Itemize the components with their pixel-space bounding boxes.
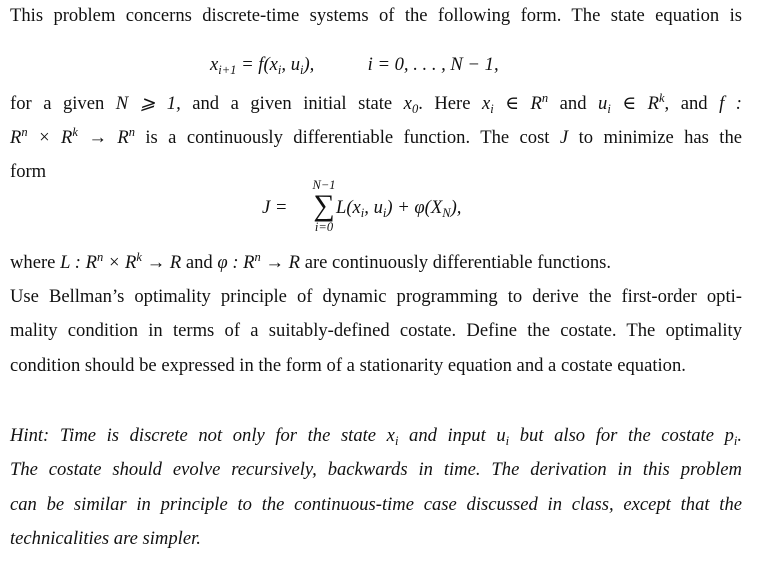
input-space: ∈ R (622, 93, 659, 114)
state-eq-rhs-end: ), (303, 54, 315, 75)
given-text-k: , and (664, 93, 708, 114)
hint-line-1 (10, 425, 742, 447)
hint-state-symbol: x (386, 425, 395, 446)
l-times: × R (103, 252, 137, 273)
where-line (10, 252, 742, 274)
state-eq-rhs-sub1: i (277, 63, 282, 77)
form-word-line (10, 161, 742, 183)
cost-eq-rhs (336, 197, 461, 219)
codomain-r: → R (77, 127, 129, 148)
hint-line-2 (10, 459, 742, 481)
l-function: L : R (60, 252, 97, 273)
state-space-sup: n (541, 91, 549, 105)
input-space-sup: k (658, 91, 665, 105)
task-line-1 (10, 286, 742, 308)
intro-text (10, 5, 742, 27)
intro-sentence: This problem concerns discrete-time systems of the following form. The state equation is (10, 5, 742, 26)
state-sub: i (490, 102, 494, 116)
phi-function-sup: n (254, 250, 261, 264)
state-symbol: x (482, 93, 491, 114)
hint-input-sub: i (505, 434, 510, 448)
l-times-sup: k (136, 250, 142, 264)
cost-term1: L(x (336, 197, 361, 218)
cost-term1-end: ) + φ(X (386, 197, 443, 218)
where-text-e: and (185, 252, 213, 273)
where-text-a: where (10, 252, 56, 273)
sum-upper-limit: N−1 (312, 178, 336, 192)
cost-term2-sub: N (442, 206, 451, 220)
given-text-f: to minimize has the (578, 127, 743, 148)
domain-times: × R (27, 127, 73, 148)
hint-text-e: but also for the costate (519, 425, 714, 446)
hint-text-a: Hint: Time is discrete not only for the state (10, 425, 377, 446)
hint-text-3: can be similar in principle to the continuous-time case discussed in class, except that the (10, 494, 742, 515)
task-line-2 (10, 320, 742, 342)
sigma-symbol: ∑ (313, 189, 335, 222)
codomain-r-sup: n (128, 125, 135, 139)
task-text-2: mality condition in terms of a suitably-defined costate. Define the costate. The optimality (10, 320, 742, 341)
function-f: f : (719, 93, 742, 114)
phi-codomain: → R (260, 252, 301, 273)
hint-line-3 (10, 494, 742, 516)
state-eq-rhs: = f(x (241, 54, 278, 75)
cost-eq-lhs: J = (262, 197, 288, 218)
state-eq-lhs: x (210, 54, 219, 75)
hint-costate-symbol: p (724, 425, 734, 446)
initial-state-symbol: x (403, 93, 412, 114)
task-text-3: condition should be expressed in the form of a stationarity equation and a costate equation. (10, 355, 686, 376)
phi-function: φ : R (217, 252, 255, 273)
given-line-2 (10, 127, 742, 149)
hint-state-sub: i (394, 434, 399, 448)
sum-lower-limit: i=0 (314, 220, 334, 234)
where-text-h: are continuously differentiable functions. (304, 252, 612, 273)
initial-state-sub: 0 (411, 102, 419, 116)
given-text-d: is a continuously differentiable function. The cost (134, 127, 550, 148)
state-space: ∈ R (505, 93, 542, 114)
domain-r-sup: n (21, 125, 28, 139)
hint-text-4: technicalities are simpler. (10, 528, 201, 549)
given-line-1 (10, 93, 742, 115)
given-text-h: and (559, 93, 587, 114)
form-word: form (10, 161, 47, 182)
l-codomain: → R (141, 252, 182, 273)
l-function-sup: n (96, 250, 104, 264)
input-symbol: u (598, 93, 608, 114)
cost-symbol: J (559, 127, 569, 148)
state-eq-lhs-sub: i+1 (218, 63, 237, 77)
domain-times-sup: k (72, 125, 78, 139)
cost-term1-sub1: i (360, 206, 365, 220)
state-equation (210, 54, 499, 76)
cost-term1-sub2: i (382, 206, 387, 220)
given-text-a: for a given (10, 93, 105, 114)
given-n-condition: N ⩾ 1, (115, 93, 181, 114)
state-eq-rhs-mid: , u (281, 54, 300, 75)
task-line-3 (10, 355, 742, 377)
hint-text-2: The costate should evolve recursively, backwards in time. The derivation in this problem (10, 459, 742, 480)
state-eq-index-range: i = 0, . . . , N − 1, (367, 54, 499, 75)
cost-term2-end: ), (450, 197, 462, 218)
input-sub: i (607, 102, 611, 116)
hint-text-c: and input (409, 425, 486, 446)
hint-text-g: . (737, 425, 743, 446)
given-text-e: . Here (418, 93, 471, 114)
hint-input-symbol: u (496, 425, 506, 446)
given-text-c: and a given initial state (192, 93, 393, 114)
domain-r: R (10, 127, 22, 148)
hint-costate-sub: i (733, 434, 738, 448)
state-eq-rhs-sub2: i (299, 63, 304, 77)
task-text-1: Use Bellman’s optimality principle of dynamic programming to derive the first-order opti- (10, 286, 742, 307)
hint-line-4 (10, 528, 742, 550)
cost-term1-mid: , u (364, 197, 383, 218)
